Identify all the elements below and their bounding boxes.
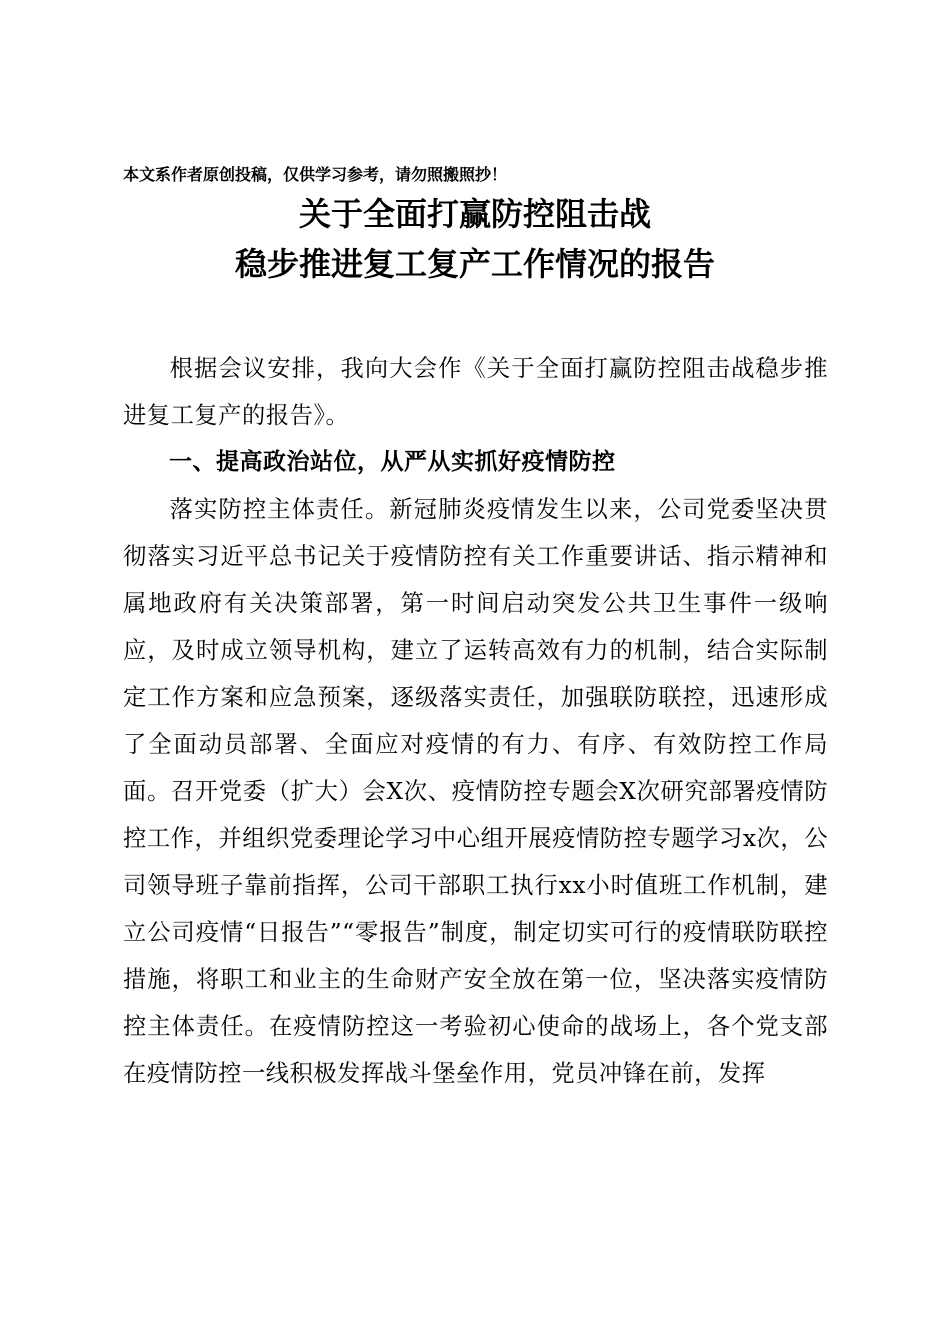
section-1-heading: 一、提高政治站位，从严从实抓好疫情防控 — [169, 449, 616, 475]
copyright-notice: 本文系作者原创投稿，仅供学习参考，请勿照搬照抄！ — [123, 165, 508, 184]
intro-paragraph: 根据会议安排，我向大会作《关于全面打赢防控阻击战稳步推进复工复产的报告》。 — [123, 355, 828, 429]
document-body — [123, 345, 828, 1097]
document-title-line-2: 稳步推进复工复产工作情况的报告 — [234, 245, 715, 283]
document-title-line-1: 关于全面打赢防控阻击战 — [298, 195, 651, 233]
section-1-paragraph: 落实防控主体责任。新冠肺炎疫情发生以来，公司党委坚决贯彻落实习近平总书记关于疫情防控有关工作重要讲话、指示精神和属地政府有关决策部署，第一时间启动突发公共卫生事件一级响应，及时成立领导机构，建立了运转高效有力的机制，结合实际制定工作方案和应急预案，逐级落实责任，加强联防联控，迅速形成了全面动员部署、全面应对疫情的有力、有序、有效防控工作局面。召开党委（扩大）会X次、疫情防控专题会X次研究部署疫情防控工作，并组织党委理论学习中心组开展疫情防控专题学习x次，公司领导班子靠前指挥，公司干部职工执行xx小时值班工作机制，建立公司疫情“日报告”“零报告”制度，制定切实可行的疫情联防联控措施，将职工和业主的生命财产安全放在第一位，坚决落实疫情防控主体责任。在疫情防控这一考验初心使命的战场上，各个党支部在疫情防控一线积极发挥战斗堡垒作用，党员冲锋在前，发挥 — [123, 496, 828, 1087]
